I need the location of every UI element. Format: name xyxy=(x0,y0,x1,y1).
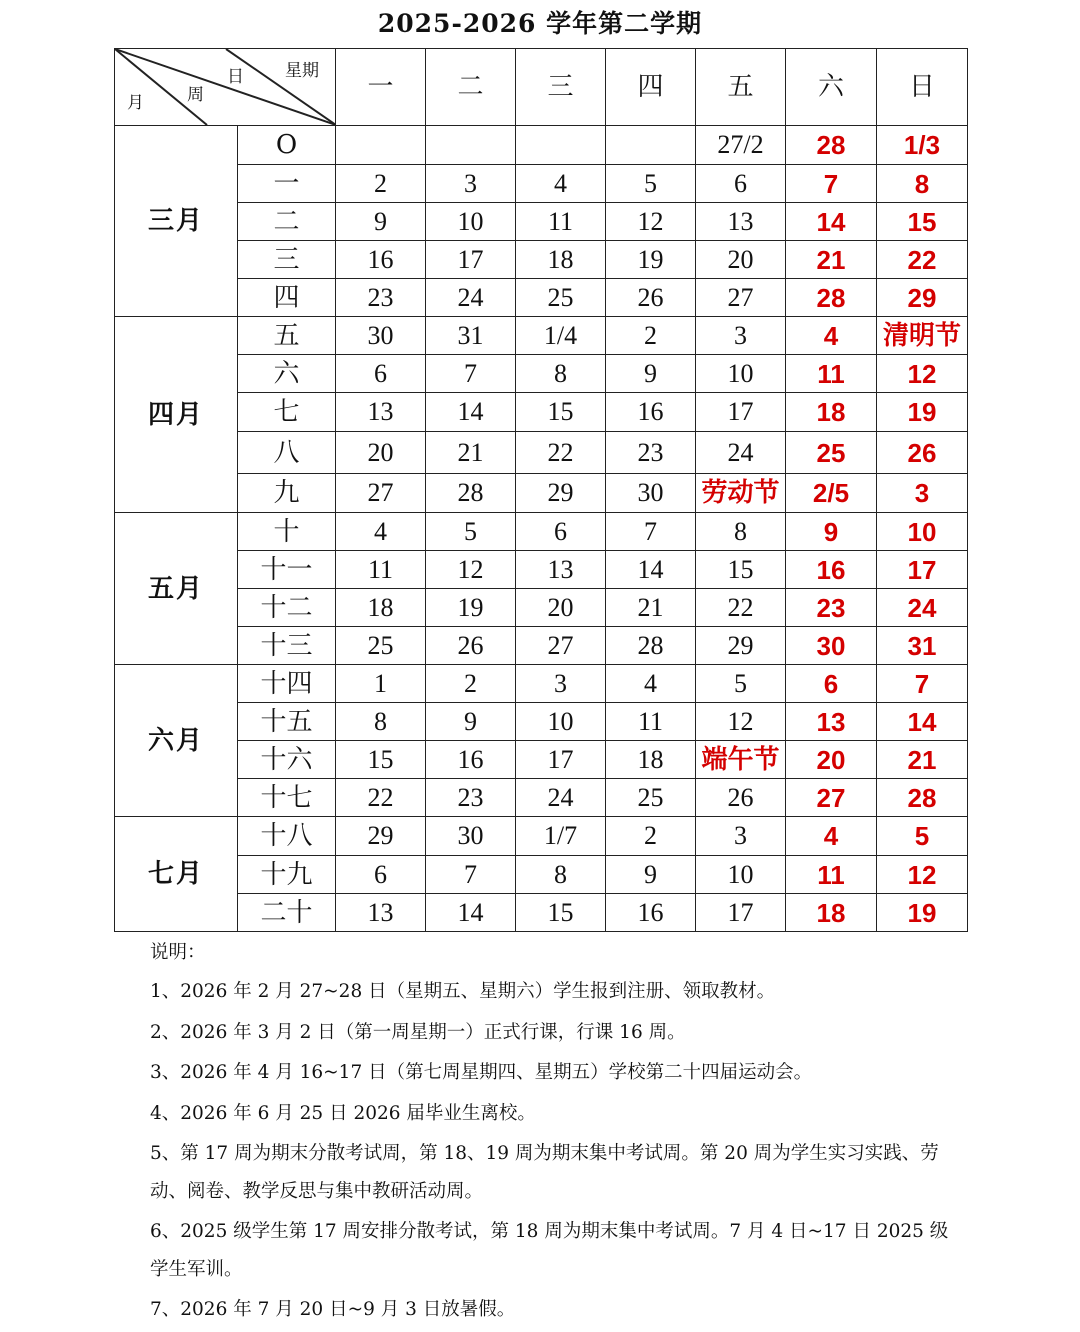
calendar-table xyxy=(114,48,968,932)
day-cell xyxy=(336,126,426,165)
day-cell: 19 xyxy=(877,393,968,432)
week-row xyxy=(115,241,968,279)
note-item-1: 1、2026 年 2 月 27~28 日（星期五、星期六）学生报到注册、领取教材。 xyxy=(150,981,776,1002)
day-cell: 16 xyxy=(336,241,426,279)
notes-section xyxy=(150,932,950,1332)
day-cell: 12 xyxy=(426,551,516,589)
day-cell: 30 xyxy=(606,474,696,513)
day-cell: 29 xyxy=(877,279,968,317)
week-number: 十二 xyxy=(238,589,336,627)
day-cell: 10 xyxy=(696,355,786,393)
day-cell: 23 xyxy=(606,432,696,474)
week-number: 三 xyxy=(238,241,336,279)
day-cell: 14 xyxy=(606,551,696,589)
day-cell: 1/3 xyxy=(877,126,968,165)
day-cell: 25 xyxy=(336,627,426,665)
notes-heading: 说明： xyxy=(150,942,206,963)
day-cell: 2 xyxy=(606,317,696,355)
day-cell: 9 xyxy=(606,856,696,894)
day-cell: 30 xyxy=(786,627,877,665)
week-row xyxy=(115,551,968,589)
day-cell: 22 xyxy=(336,779,426,817)
day-cell: 27 xyxy=(336,474,426,513)
week-row xyxy=(115,355,968,393)
day-cell: 25 xyxy=(516,279,606,317)
header-row xyxy=(115,49,968,126)
month-label: 六月 xyxy=(115,665,238,817)
day-cell: 24 xyxy=(426,279,516,317)
day-cell: 11 xyxy=(336,551,426,589)
week-row xyxy=(115,741,968,779)
corner-label-month: 月 xyxy=(127,93,144,113)
day-cell: 31 xyxy=(877,627,968,665)
week-row xyxy=(115,589,968,627)
day-cell: 8 xyxy=(516,856,606,894)
day-cell: 20 xyxy=(336,432,426,474)
day-cell: 17 xyxy=(877,551,968,589)
day-cell: 6 xyxy=(516,513,606,551)
week-number: 二十 xyxy=(238,894,336,932)
day-cell: 1 xyxy=(336,665,426,703)
week-number: 四 xyxy=(238,279,336,317)
day-cell: 18 xyxy=(786,393,877,432)
week-row xyxy=(115,393,968,432)
day-cell: 9 xyxy=(336,203,426,241)
day-cell: 24 xyxy=(696,432,786,474)
header-day-2: 二 xyxy=(426,49,516,126)
day-cell: 27 xyxy=(696,279,786,317)
day-cell: 2 xyxy=(426,665,516,703)
day-cell: 29 xyxy=(336,817,426,856)
day-cell: 6 xyxy=(336,856,426,894)
day-cell: 7 xyxy=(426,856,516,894)
day-cell: 15 xyxy=(516,393,606,432)
day-cell: 23 xyxy=(786,589,877,627)
day-cell: 8 xyxy=(516,355,606,393)
day-cell: 21 xyxy=(877,741,968,779)
day-cell: 12 xyxy=(606,203,696,241)
day-cell: 27/2 xyxy=(696,126,786,165)
week-number: 八 xyxy=(238,432,336,474)
day-cell: 13 xyxy=(696,203,786,241)
day-cell: 1/7 xyxy=(516,817,606,856)
day-cell: 10 xyxy=(696,856,786,894)
day-cell: 25 xyxy=(786,432,877,474)
week-number: 十八 xyxy=(238,817,336,856)
week-row xyxy=(115,317,968,355)
day-cell: 26 xyxy=(426,627,516,665)
day-cell: 7 xyxy=(786,165,877,203)
day-cell: 28 xyxy=(426,474,516,513)
note-item-2: 2、2026 年 3 月 2 日（第一周星期一）正式行课，行课 16 周。 xyxy=(150,1021,686,1043)
day-cell: 3 xyxy=(696,317,786,355)
day-cell: 2 xyxy=(336,165,426,203)
day-cell: 27 xyxy=(786,779,877,817)
week-row xyxy=(115,894,968,932)
day-cell: 4 xyxy=(786,317,877,355)
day-cell: 12 xyxy=(877,355,968,393)
week-row xyxy=(115,165,968,203)
note-item-7: 7、2026 年 7 月 20 日~9 月 3 日放暑假。 xyxy=(150,1299,516,1320)
holiday-label: 端午节 xyxy=(696,741,786,779)
week-row xyxy=(115,432,968,474)
week-row xyxy=(115,817,968,856)
day-cell: 14 xyxy=(877,703,968,741)
day-cell: 30 xyxy=(336,317,426,355)
day-cell: 21 xyxy=(786,241,877,279)
header-day-3: 三 xyxy=(516,49,606,126)
day-cell: 17 xyxy=(696,894,786,932)
day-cell: 22 xyxy=(516,432,606,474)
day-cell: 23 xyxy=(426,779,516,817)
week-number: O xyxy=(238,126,336,165)
week-row xyxy=(115,665,968,703)
day-cell: 16 xyxy=(606,894,696,932)
day-cell: 5 xyxy=(426,513,516,551)
week-number: 十一 xyxy=(238,551,336,589)
week-row xyxy=(115,203,968,241)
day-cell: 16 xyxy=(606,393,696,432)
day-cell: 13 xyxy=(336,894,426,932)
day-cell: 1/4 xyxy=(516,317,606,355)
week-row xyxy=(115,703,968,741)
note-item-3: 3、2026 年 4 月 16~17 日（第七周星期四、星期五）学校第二十四届运动会。 xyxy=(150,1062,813,1083)
day-cell: 27 xyxy=(516,627,606,665)
week-number: 十三 xyxy=(238,627,336,665)
day-cell: 21 xyxy=(426,432,516,474)
week-row xyxy=(115,513,968,551)
day-cell: 16 xyxy=(426,741,516,779)
corner-label-week: 周 xyxy=(187,85,204,105)
day-cell xyxy=(606,126,696,165)
day-cell: 28 xyxy=(786,126,877,165)
day-cell: 14 xyxy=(426,393,516,432)
day-cell: 19 xyxy=(426,589,516,627)
header-day-1: 一 xyxy=(336,49,426,126)
week-row xyxy=(115,779,968,817)
day-cell: 11 xyxy=(516,203,606,241)
day-cell: 16 xyxy=(786,551,877,589)
day-cell: 3 xyxy=(516,665,606,703)
day-cell: 13 xyxy=(516,551,606,589)
week-number: 七 xyxy=(238,393,336,432)
day-cell: 17 xyxy=(426,241,516,279)
day-cell: 11 xyxy=(786,355,877,393)
day-cell: 2 xyxy=(606,817,696,856)
day-cell: 4 xyxy=(786,817,877,856)
week-row xyxy=(115,474,968,513)
header-day-7: 日 xyxy=(877,49,968,126)
holiday-label: 清明节 xyxy=(877,317,968,355)
day-cell: 15 xyxy=(696,551,786,589)
day-cell: 18 xyxy=(606,741,696,779)
page-title: 2025-2026 学年第二学期 xyxy=(377,9,703,38)
day-cell: 24 xyxy=(516,779,606,817)
week-row xyxy=(115,856,968,894)
day-cell: 29 xyxy=(696,627,786,665)
day-cell: 15 xyxy=(336,741,426,779)
day-cell: 23 xyxy=(336,279,426,317)
day-cell: 5 xyxy=(877,817,968,856)
week-number: 十五 xyxy=(238,703,336,741)
day-cell: 18 xyxy=(786,894,877,932)
day-cell: 17 xyxy=(696,393,786,432)
day-cell: 24 xyxy=(877,589,968,627)
day-cell: 5 xyxy=(696,665,786,703)
day-cell: 18 xyxy=(516,241,606,279)
week-number: 九 xyxy=(238,474,336,513)
day-cell: 19 xyxy=(877,894,968,932)
day-cell: 15 xyxy=(877,203,968,241)
day-cell: 25 xyxy=(606,779,696,817)
day-cell: 4 xyxy=(516,165,606,203)
week-number: 十四 xyxy=(238,665,336,703)
day-cell: 11 xyxy=(606,703,696,741)
day-cell: 28 xyxy=(877,779,968,817)
week-number: 十七 xyxy=(238,779,336,817)
day-cell: 11 xyxy=(786,856,877,894)
month-label: 三月 xyxy=(115,126,238,317)
week-number: 十 xyxy=(238,513,336,551)
day-cell: 10 xyxy=(516,703,606,741)
week-row xyxy=(115,279,968,317)
day-cell: 28 xyxy=(786,279,877,317)
day-cell: 18 xyxy=(336,589,426,627)
day-cell: 4 xyxy=(336,513,426,551)
note-item-5: 5、第 17 周为期末分散考试周，第 18、19 周为期末集中考试周。第 20 周为学生实习实践、劳动、阅卷、教学反思与集中教研活动周。 xyxy=(150,1143,939,1202)
header-day-6: 六 xyxy=(786,49,877,126)
day-cell: 13 xyxy=(336,393,426,432)
day-cell: 2/5 xyxy=(786,474,877,513)
day-cell: 7 xyxy=(606,513,696,551)
day-cell: 8 xyxy=(696,513,786,551)
day-cell: 20 xyxy=(696,241,786,279)
day-cell: 9 xyxy=(426,703,516,741)
day-cell: 19 xyxy=(606,241,696,279)
week-number: 十六 xyxy=(238,741,336,779)
week-number: 六 xyxy=(238,355,336,393)
corner-label-weekday: 星期 xyxy=(285,61,319,81)
day-cell: 10 xyxy=(877,513,968,551)
day-cell: 28 xyxy=(606,627,696,665)
day-cell: 20 xyxy=(786,741,877,779)
day-cell: 13 xyxy=(786,703,877,741)
header-day-5: 五 xyxy=(696,49,786,126)
day-cell: 17 xyxy=(516,741,606,779)
header-corner xyxy=(115,49,336,126)
day-cell: 12 xyxy=(696,703,786,741)
week-number: 一 xyxy=(238,165,336,203)
day-cell: 20 xyxy=(516,589,606,627)
day-cell: 10 xyxy=(426,203,516,241)
day-cell: 5 xyxy=(606,165,696,203)
day-cell: 22 xyxy=(877,241,968,279)
note-item-6: 6、2025 级学生第 17 周安排分散考试，第 18 周为期末集中考试周。7 月 4 日~17 日 2025 级学生军训。 xyxy=(150,1221,949,1280)
day-cell: 12 xyxy=(877,856,968,894)
day-cell: 9 xyxy=(606,355,696,393)
day-cell: 4 xyxy=(606,665,696,703)
day-cell: 7 xyxy=(426,355,516,393)
day-cell: 15 xyxy=(516,894,606,932)
day-cell: 8 xyxy=(336,703,426,741)
day-cell: 8 xyxy=(877,165,968,203)
day-cell: 22 xyxy=(696,589,786,627)
day-cell: 26 xyxy=(877,432,968,474)
week-number: 五 xyxy=(238,317,336,355)
note-item-4: 4、2026 年 6 月 25 日 2026 届毕业生离校。 xyxy=(150,1102,536,1124)
week-number: 二 xyxy=(238,203,336,241)
day-cell: 29 xyxy=(516,474,606,513)
day-cell: 14 xyxy=(426,894,516,932)
day-cell: 21 xyxy=(606,589,696,627)
day-cell xyxy=(426,126,516,165)
header-day-4: 四 xyxy=(606,49,696,126)
day-cell: 3 xyxy=(696,817,786,856)
week-number: 十九 xyxy=(238,856,336,894)
day-cell: 14 xyxy=(786,203,877,241)
day-cell xyxy=(516,126,606,165)
day-cell: 3 xyxy=(426,165,516,203)
day-cell: 6 xyxy=(696,165,786,203)
day-cell: 6 xyxy=(336,355,426,393)
day-cell: 26 xyxy=(606,279,696,317)
day-cell: 7 xyxy=(877,665,968,703)
holiday-label: 劳动节 xyxy=(696,474,786,513)
day-cell: 31 xyxy=(426,317,516,355)
week-row xyxy=(115,126,968,165)
day-cell: 30 xyxy=(426,817,516,856)
corner-label-day: 日 xyxy=(227,67,244,87)
day-cell: 9 xyxy=(786,513,877,551)
month-label: 五月 xyxy=(115,513,238,665)
day-cell: 3 xyxy=(877,474,968,513)
day-cell: 26 xyxy=(696,779,786,817)
week-row xyxy=(115,627,968,665)
month-label: 四月 xyxy=(115,317,238,513)
month-label: 七月 xyxy=(115,817,238,932)
day-cell: 6 xyxy=(786,665,877,703)
